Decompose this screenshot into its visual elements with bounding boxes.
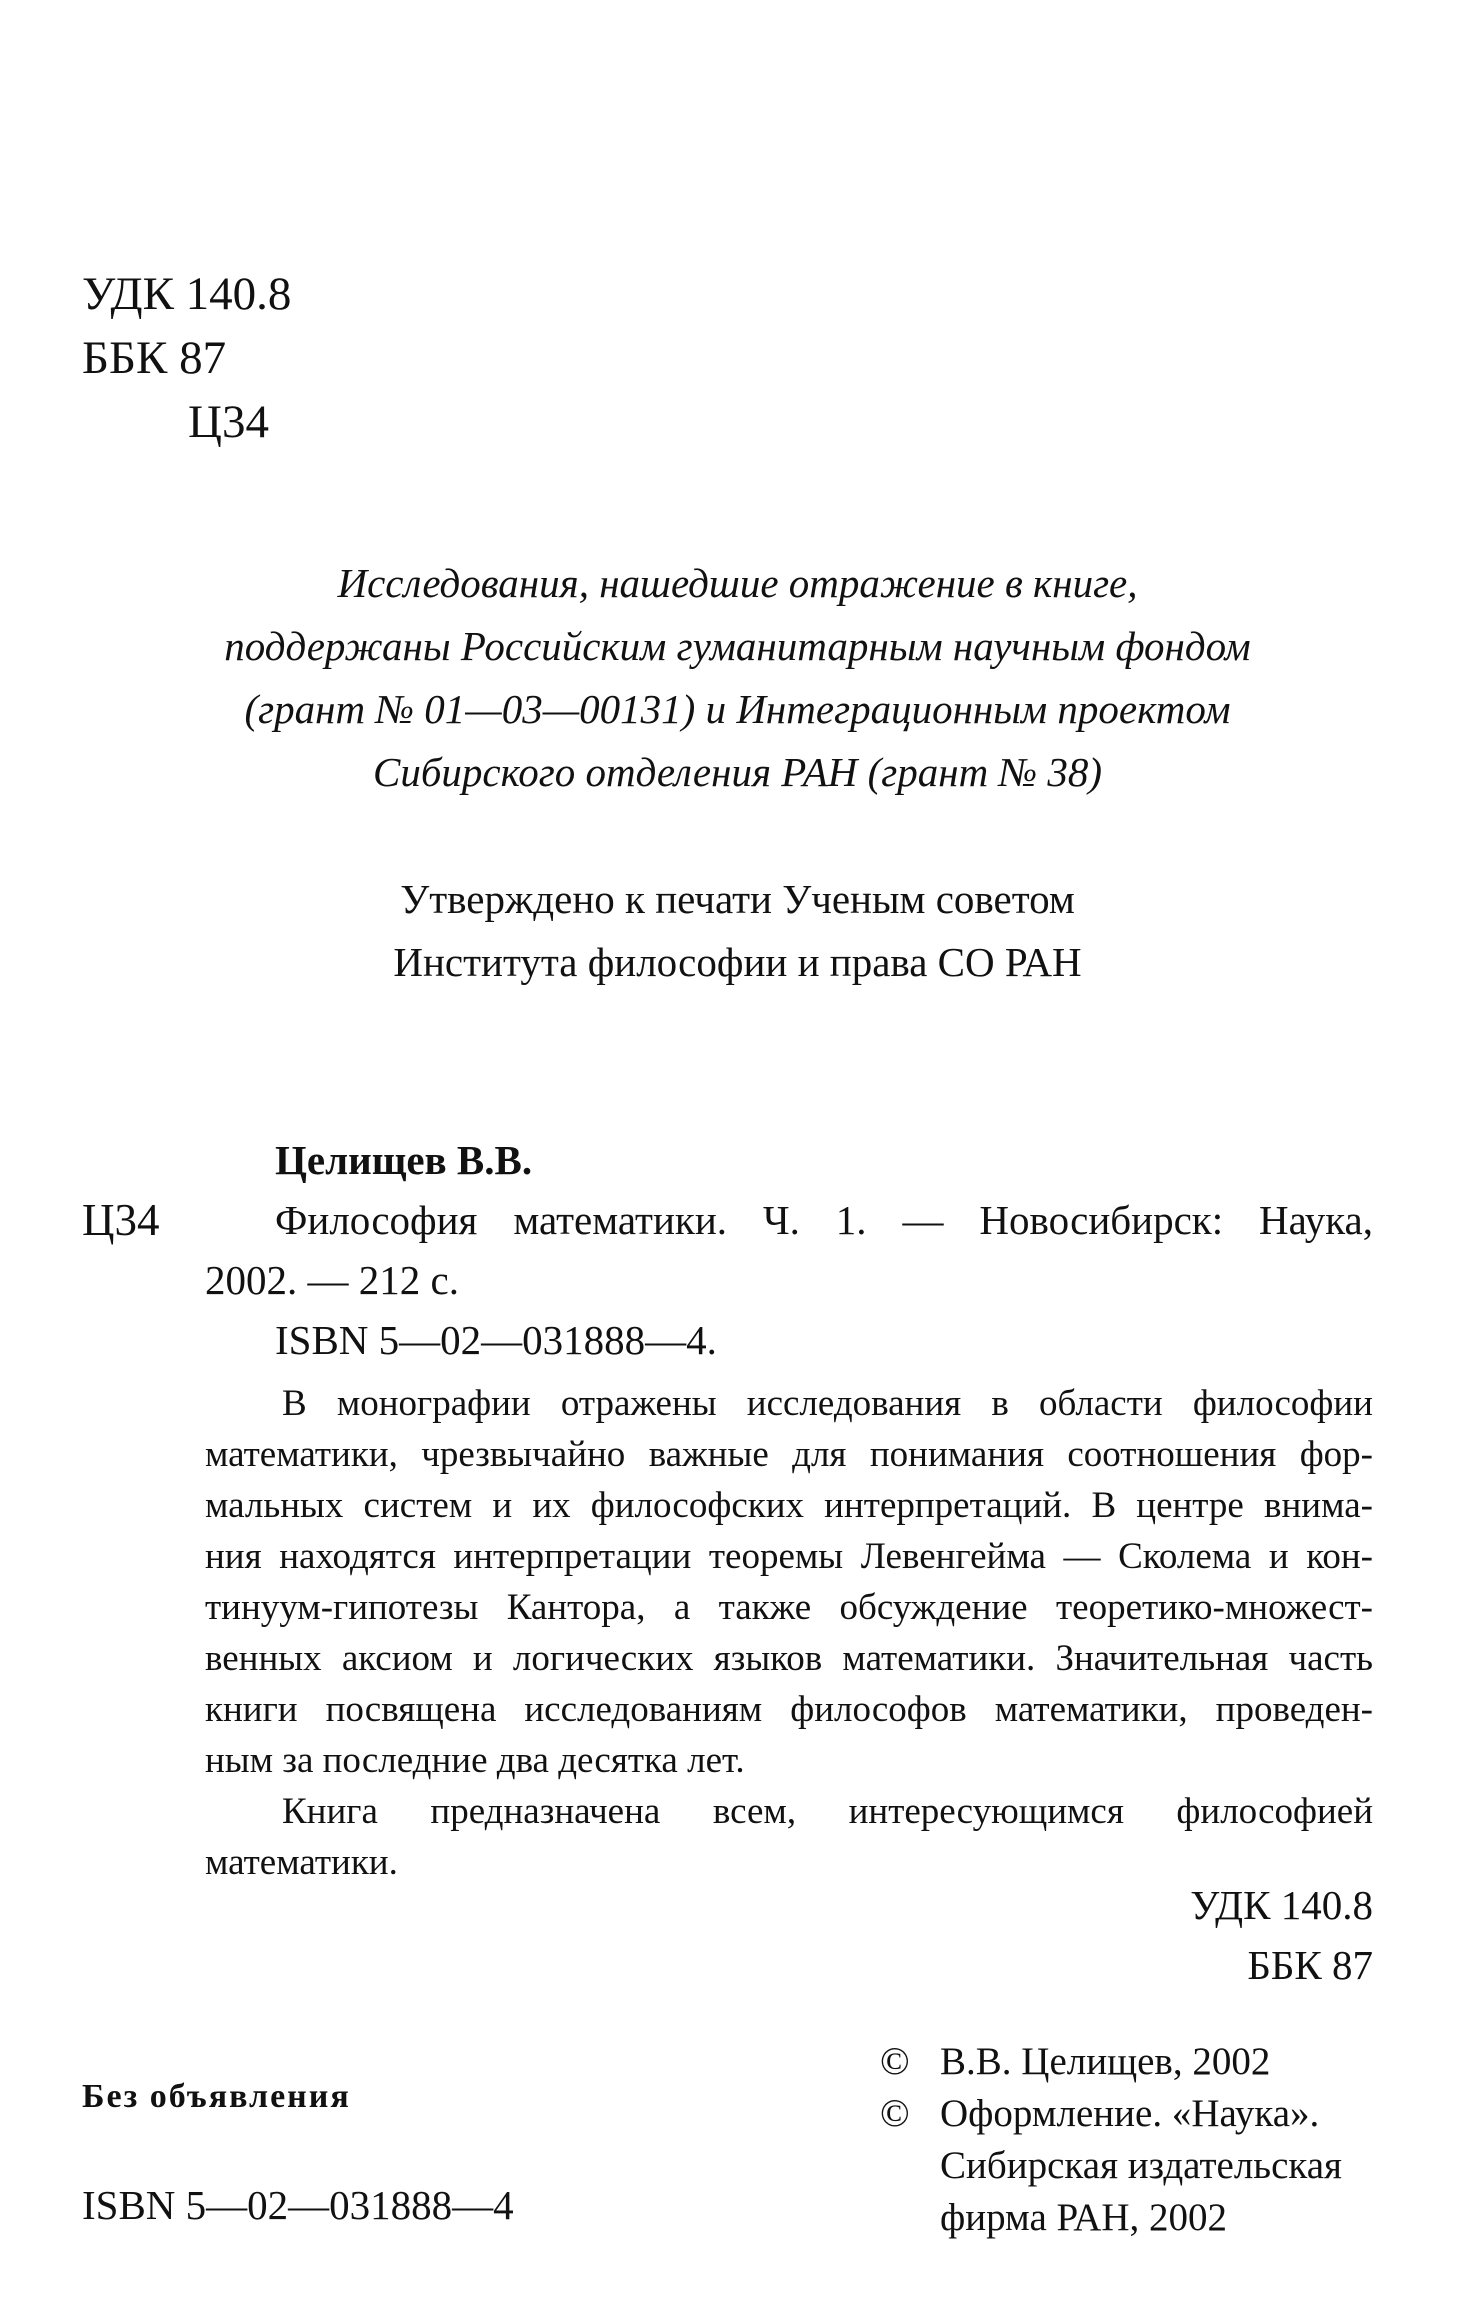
annotation-line: математики, чрезвычайно важные для понимания соотношения фор- xyxy=(205,1434,1373,1475)
catalog-code: Ц34 xyxy=(82,1195,160,1245)
grant-note xyxy=(110,552,1365,804)
audience-line: Книга предназначена всем, интересующимся философией xyxy=(282,1791,1373,1832)
copyright-block xyxy=(880,2036,1342,2244)
annotation-line: В монографии отражены исследования в области философии xyxy=(282,1383,1373,1424)
copyright-icon: © xyxy=(880,2040,910,2083)
annotation xyxy=(205,1378,1373,1888)
annotation-line: книги посвящена исследованиям философов математики, проведен- xyxy=(205,1689,1373,1730)
grant-note-line: поддержаны Российским гуманитарным научным фондом xyxy=(224,623,1251,669)
annotation-line: венных аксиом и логических языков математики. Значительная часть xyxy=(205,1638,1373,1679)
copyright-icon: © xyxy=(880,2092,910,2135)
grant-note-line: (грант № 01—03—00131) и Интеграционным проектом xyxy=(244,686,1231,732)
audience-line: математики. xyxy=(205,1842,398,1883)
approval-note xyxy=(110,868,1365,994)
grant-note-line: Исследования, нашедшие отражение в книге, xyxy=(337,560,1138,606)
bbk-code-top: ББК 87 xyxy=(82,332,227,384)
copyright-design: Оформление. «Наука». xyxy=(940,2092,1320,2135)
catalog-title-line: 2002. — 212 с. xyxy=(205,1257,459,1303)
catalog-title-line: Философия математики. Ч. 1. — Новосибирск: Наука, xyxy=(275,1197,1373,1243)
author-code-top: Ц34 xyxy=(188,396,269,448)
copyright-author: В.В. Целищев, 2002 xyxy=(940,2040,1271,2083)
catalog-author: Целищев В.В. xyxy=(275,1137,533,1183)
isbn-bottom: ISBN 5—02—031888—4 xyxy=(82,2182,514,2228)
annotation-line: мальных систем и их философских интерпретаций. В центре внима- xyxy=(205,1485,1373,1526)
annotation-line: ния находятся интерпретации теоремы Левенгейма — Сколема и кон- xyxy=(205,1536,1373,1577)
approval-line: Утверждено к печати Ученым советом xyxy=(400,876,1075,922)
annotation-line: ным за последние два десятка лет. xyxy=(205,1740,745,1781)
udk-code-top: УДК 140.8 xyxy=(82,268,292,320)
udk-code-bottom: УДК 140.8 xyxy=(1190,1882,1373,1928)
annotation-line: тинуум-гипотезы Кантора, а также обсуждение теоретико-множест- xyxy=(205,1587,1373,1628)
copyright-design-cont: фирма РАН, 2002 xyxy=(940,2196,1228,2239)
catalog-isbn: ISBN 5—02—031888—4. xyxy=(275,1317,717,1363)
grant-note-line: Сибирского отделения РАН (грант № 38) xyxy=(372,749,1103,795)
no-ads-label: Без объявления xyxy=(82,2078,351,2115)
bbk-code-bottom: ББК 87 xyxy=(1247,1942,1373,1988)
copyright-design-cont: Сибирская издательская xyxy=(940,2144,1342,2187)
approval-line: Института философии и права СО РАН xyxy=(393,939,1082,985)
